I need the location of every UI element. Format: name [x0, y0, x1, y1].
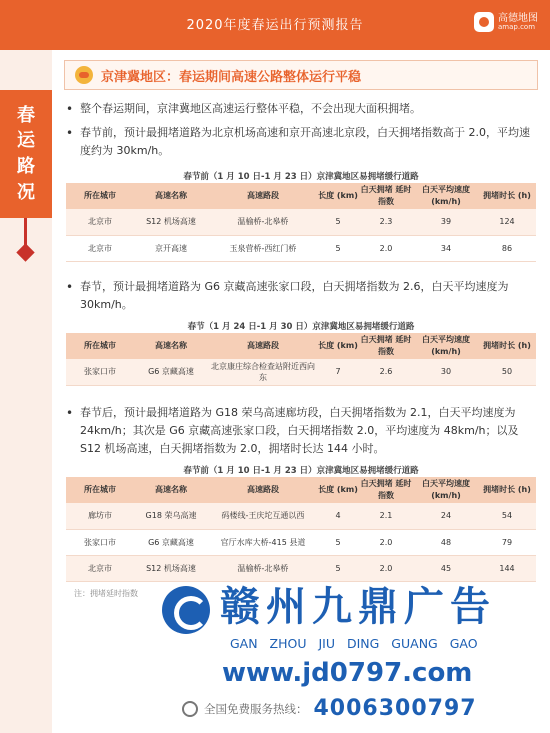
table-cell: 79	[478, 529, 536, 555]
watermark-logo-icon	[162, 586, 210, 634]
table-cell: 48	[414, 529, 478, 555]
table-cell: 5	[318, 235, 358, 261]
congestion-table-post	[66, 477, 536, 582]
table-cell: 2.6	[358, 359, 414, 385]
table-cell: G18 荣乌高速	[134, 503, 208, 529]
watermark-title: 赣州九鼎广告	[220, 584, 496, 630]
bullet-text: 整个春运期间，京津冀地区高速运行整体平稳，不会出现大面积拥堵。	[80, 102, 421, 115]
congestion-table-pre	[66, 183, 536, 262]
bullet-dot: •	[66, 102, 74, 116]
watermark-pinyin: GAN ZHOU JIU DING GUANG GAO	[230, 636, 478, 651]
table-row	[66, 555, 536, 581]
table-cell: 2.0	[358, 529, 414, 555]
side-tab-label	[0, 90, 52, 218]
side-char: 况	[17, 181, 35, 203]
table-cell: G6 京藏高速	[134, 529, 208, 555]
table-row	[66, 503, 536, 529]
section-header	[64, 60, 538, 90]
table-cell: 5	[318, 209, 358, 235]
hotline-label: 全国免费服务热线：	[204, 701, 308, 716]
watermark-url: www.jd0797.com	[222, 658, 473, 688]
col-header: 拥堵时长 (h)	[478, 477, 536, 503]
col-header: 高速名称	[134, 183, 208, 209]
table-cell: 30	[414, 359, 478, 385]
col-header: 白天拥堵 延时指数	[358, 477, 414, 503]
table-cell: G6 京藏高速	[134, 359, 208, 385]
bullet-item	[66, 124, 536, 160]
table-cell: 7	[318, 359, 358, 385]
page-title: 2020年度春运出行预测报告	[186, 18, 364, 33]
col-header: 白天平均速度 (km/h)	[414, 183, 478, 209]
table-cell: 54	[478, 503, 536, 529]
table-row	[66, 359, 536, 385]
table-cell: 张家口市	[66, 359, 134, 385]
table-cell: 温榆桥-北皋桥	[208, 209, 318, 235]
col-header: 高速名称	[134, 333, 208, 359]
table-cell: 北京市	[66, 235, 134, 261]
table-cell: 廊坊市	[66, 503, 134, 529]
col-header: 拥堵时长 (h)	[478, 333, 536, 359]
bullet-dot: •	[66, 406, 74, 420]
bullet-item	[66, 278, 536, 314]
col-header: 长度 (km)	[318, 333, 358, 359]
side-bar	[0, 50, 52, 733]
table-cell: 京开高速	[134, 235, 208, 261]
table-cell: 50	[478, 359, 536, 385]
table-caption: 春节（1 月 24 日-1 月 30 日）京津冀地区易拥堵缓行道路	[187, 322, 415, 332]
table-cell: 5	[318, 529, 358, 555]
table-cell: 86	[478, 235, 536, 261]
bullet-item	[66, 404, 536, 458]
table-caption: 春节前（1 月 10 日-1 月 23 日）京津冀地区易拥堵缓行道路	[183, 466, 419, 476]
congestion-table-festival	[66, 333, 536, 386]
table-cell: S12 机场高速	[134, 555, 208, 581]
col-header: 白天拥堵 延时指数	[358, 183, 414, 209]
col-header: 高速路段	[208, 477, 318, 503]
table-cell: 张家口市	[66, 529, 134, 555]
logo-cn-text: 高德地图	[498, 12, 538, 24]
table-cell: 144	[478, 555, 536, 581]
table-cell: 北京市	[66, 209, 134, 235]
col-header: 所在城市	[66, 333, 134, 359]
bullet-text: 春节前，预计最拥堵道路为北京机场高速和京开高速北京段，白天拥堵指数高于 2.0，平均速度约为 30km/h。	[80, 126, 530, 157]
watermark-hotline	[182, 696, 477, 721]
col-header: 白天平均速度 (km/h)	[414, 477, 478, 503]
bullet-item	[66, 100, 536, 118]
side-char: 路	[17, 156, 35, 177]
bullet-dot: •	[66, 280, 74, 294]
tassel-knot-icon	[16, 243, 34, 261]
table-cell: 5	[318, 555, 358, 581]
section-title: 京津冀地区：春运期间高速公路整体运行平稳	[101, 69, 362, 85]
table-cell: 2.1	[358, 503, 414, 529]
table-cell: 北京康庄综合检查站附近西向东	[208, 359, 318, 385]
side-char: 运	[17, 130, 35, 152]
table-cell: 24	[414, 503, 478, 529]
col-header: 长度 (km)	[318, 477, 358, 503]
table-cell: 码楼线-王庆坨互通以西	[208, 503, 318, 529]
table-cell: 4	[318, 503, 358, 529]
table-note: 注：拥堵延时指数	[74, 589, 138, 598]
table-row	[66, 529, 536, 555]
table-cell: 34	[414, 235, 478, 261]
bullet-text: 春节，预计最拥堵道路为 G6 京藏高速张家口段，白天拥堵指数为 2.6，白天平均速度为 30km/h。	[80, 280, 509, 311]
table-caption: 春节前（1 月 10 日-1 月 23 日）京津冀地区易拥堵缓行道路	[183, 172, 419, 182]
table-cell: 39	[414, 209, 478, 235]
col-header: 所在城市	[66, 183, 134, 209]
table-cell: 官厅水库大桥-415 县道	[208, 529, 318, 555]
side-char: 春	[17, 104, 35, 126]
table-cell: S12 机场高速	[134, 209, 208, 235]
table-cell: 2.0	[358, 235, 414, 261]
phone-icon	[182, 701, 198, 717]
table-cell: 2.3	[358, 209, 414, 235]
col-header: 白天平均速度 (km/h)	[414, 333, 478, 359]
col-header: 长度 (km)	[318, 183, 358, 209]
bullet-dot: •	[66, 126, 74, 140]
ad-watermark	[160, 580, 545, 733]
table-cell: 北京市	[66, 555, 134, 581]
amap-logo-icon	[474, 12, 494, 32]
table-row	[66, 235, 536, 261]
logo-en-text: amap.com	[498, 22, 536, 31]
col-header: 高速名称	[134, 477, 208, 503]
col-header: 白天拥堵 延时指数	[358, 333, 414, 359]
col-header: 拥堵时长 (h)	[478, 183, 536, 209]
lion-icon	[75, 66, 93, 84]
table-cell: 45	[414, 555, 478, 581]
col-header: 高速路段	[208, 183, 318, 209]
amap-logo	[474, 12, 538, 32]
hotline-number: 4006300797	[313, 696, 477, 721]
col-header: 高速路段	[208, 333, 318, 359]
table-cell: 124	[478, 209, 536, 235]
col-header: 所在城市	[66, 477, 134, 503]
table-cell: 2.0	[358, 555, 414, 581]
table-cell: 温榆桥-北皋桥	[208, 555, 318, 581]
table-cell: 玉泉营桥-西红门桥	[208, 235, 318, 261]
bullet-text: 春节后，预计最拥堵道路为 G18 荣乌高速廊坊段，白天拥堵指数为 2.1，白天平均速度为 24km/h；其次是 G6 京藏高速张家口段，白天拥堵指数 2.0，平均速度为 48km/h；以及 S12 机场高速，白天拥堵指数为 2.0，拥堵时长达 144 小时。	[80, 406, 519, 455]
table-row	[66, 209, 536, 235]
